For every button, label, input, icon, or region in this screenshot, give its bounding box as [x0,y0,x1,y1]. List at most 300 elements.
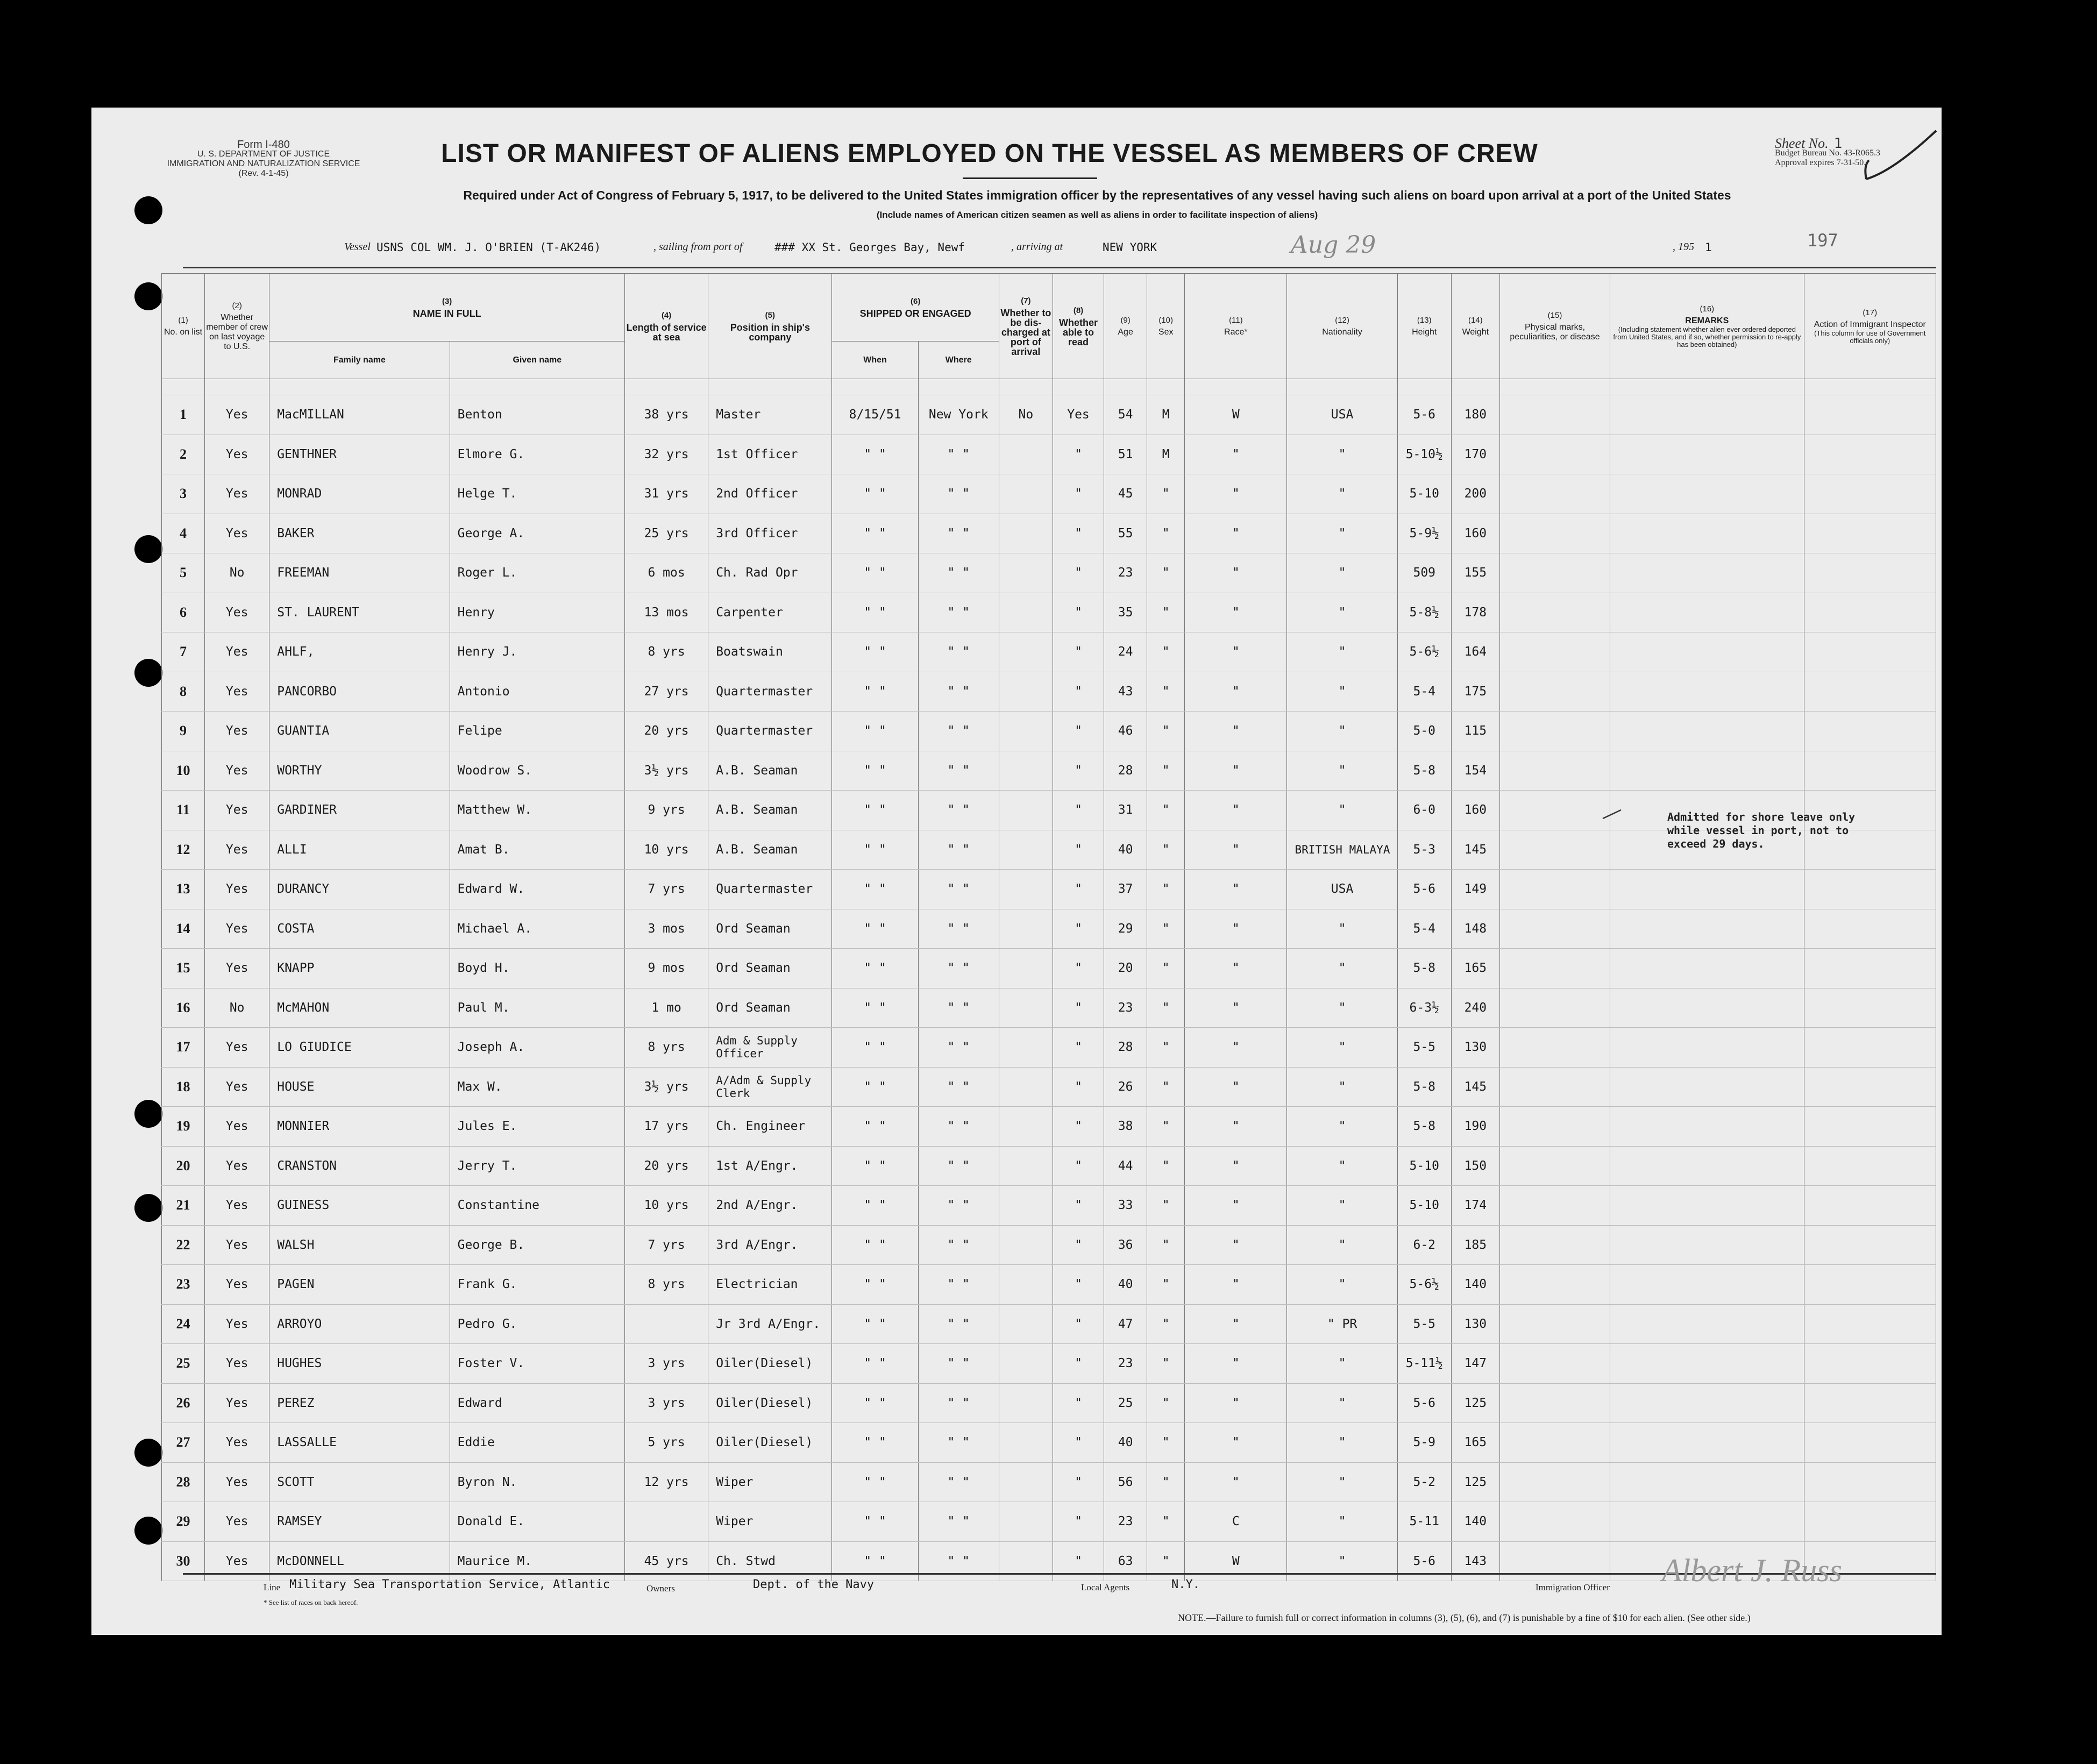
physical-marks-cell [1499,1383,1610,1423]
sex-cell: M [1147,395,1185,435]
given-name-cell: George A. [450,514,624,553]
able-to-read-cell: Yes [1053,395,1104,435]
position-cell: Electrician [708,1265,832,1305]
discharged-cell [999,672,1053,712]
family-name-cell: KNAPP [269,949,450,988]
physical-marks-cell [1499,909,1610,949]
able-to-read-cell: " [1053,791,1104,830]
table-row [162,1067,1936,1107]
remarks-cell [1610,1383,1804,1423]
physical-marks-cell [1499,1304,1610,1344]
height-cell: 5-6 [1397,870,1451,909]
height-cell: 5-11 [1397,1502,1451,1542]
weight-cell: 145 [1451,830,1499,870]
age-cell: 31 [1104,791,1147,830]
given-name-cell: Max W. [450,1067,624,1107]
age-cell: 44 [1104,1146,1147,1186]
race-cell: " [1185,474,1287,514]
sex-cell: " [1147,593,1185,632]
height-cell: 5-10 [1397,474,1451,514]
discharged-cell [999,1265,1053,1305]
row-number-cell: 24 [162,1304,205,1344]
length-of-service-cell: 27 yrs [625,672,708,712]
able-to-read-cell: " [1053,1462,1104,1502]
inspector-action-cell [1804,949,1936,988]
shipped-when-cell: " " [832,1502,918,1542]
inspector-action-cell [1804,1146,1936,1186]
col-header-physical-marks: (15) Physical marks, peculiarities, or disease [1499,274,1610,379]
nationality-cell: USA [1287,395,1397,435]
physical-marks-cell [1499,593,1610,632]
physical-marks-cell [1499,830,1610,870]
revision: (Rev. 4-1-45) [238,169,289,178]
shipped-when-cell: " " [832,830,918,870]
sex-cell: " [1147,1028,1185,1068]
prev-voyage-cell: Yes [205,949,269,988]
race-cell: " [1185,1146,1287,1186]
length-of-service-cell: 6 mos [625,553,708,593]
shipped-when-cell: " " [832,593,918,632]
row-number-cell: 7 [162,632,205,672]
able-to-read-cell: " [1053,1383,1104,1423]
able-to-read-cell: " [1053,1225,1104,1265]
col-header-no: (1) No. on list [162,274,205,379]
inspector-action-cell [1804,1423,1936,1463]
inspector-action-cell [1804,1502,1936,1542]
discharged-cell [999,1107,1053,1147]
nationality-cell: " PR [1287,1304,1397,1344]
physical-marks-cell [1499,1423,1610,1463]
position-cell: 2nd Officer [708,474,832,514]
position-cell: Oiler(Diesel) [708,1423,832,1463]
race-cell: " [1185,435,1287,474]
age-cell: 37 [1104,870,1147,909]
prev-voyage-cell: No [205,988,269,1028]
family-name-cell: GARDINER [269,791,450,830]
shipped-where-cell: " " [918,435,999,474]
shipped-where-cell: " " [918,1146,999,1186]
table-row [162,949,1936,988]
vessel-label: Vessel [344,241,371,253]
length-of-service-cell: 9 yrs [625,791,708,830]
col-header-height: (13) Height [1397,274,1451,379]
discharged-cell [999,1383,1053,1423]
race-cell: " [1185,1304,1287,1344]
shipped-where-cell: " " [918,909,999,949]
shipped-when-cell: " " [832,1462,918,1502]
able-to-read-cell: " [1053,435,1104,474]
age-cell: 23 [1104,1344,1147,1384]
physical-marks-cell [1499,1541,1610,1581]
able-to-read-cell: " [1053,909,1104,949]
weight-cell: 155 [1451,553,1499,593]
sex-cell: " [1147,751,1185,791]
height-cell: 6-3½ [1397,988,1451,1028]
weight-cell: 149 [1451,870,1499,909]
race-cell: " [1185,1383,1287,1423]
year-prefix: , 195 [1673,241,1694,253]
shipped-where-cell: " " [918,988,999,1028]
physical-marks-cell [1499,435,1610,474]
remarks-cell [1610,514,1804,553]
remarks-cell [1610,474,1804,514]
given-name-cell: Roger L. [450,553,624,593]
remarks-cell [1610,672,1804,712]
nationality-cell: " [1287,593,1397,632]
sex-cell: " [1147,632,1185,672]
shipped-where-cell: " " [918,712,999,751]
family-name-cell: WALSH [269,1225,450,1265]
family-name-cell: DURANCY [269,870,450,909]
shipped-when-cell: " " [832,553,918,593]
position-cell: Wiper [708,1502,832,1542]
length-of-service-cell: 3½ yrs [625,751,708,791]
inspector-action-cell [1804,435,1936,474]
length-of-service-cell: 5 yrs [625,1423,708,1463]
weight-cell: 164 [1451,632,1499,672]
punch-hole [134,1100,162,1128]
form-identifier [156,140,371,179]
given-name-cell: Frank G. [450,1265,624,1305]
remarks-cell [1610,1462,1804,1502]
sex-cell: " [1147,1462,1185,1502]
race-cell: " [1185,593,1287,632]
height-cell: 5-10½ [1397,435,1451,474]
row-number-cell: 11 [162,791,205,830]
shipped-where-cell: " " [918,751,999,791]
shipped-when-cell: " " [832,1107,918,1147]
inspector-action-cell [1804,1067,1936,1107]
given-name-cell: Maurice M. [450,1541,624,1581]
races-note: * See list of races on back hereof. [264,1598,358,1606]
row-number-cell: 28 [162,1462,205,1502]
length-of-service-cell: 8 yrs [625,1028,708,1068]
sex-cell: " [1147,1541,1185,1581]
height-cell: 5-11½ [1397,1344,1451,1384]
able-to-read-cell: " [1053,1423,1104,1463]
weight-cell: 125 [1451,1462,1499,1502]
physical-marks-cell [1499,672,1610,712]
col-header-discharged: (7) Whether to be dis-charged at port of arrival [999,274,1053,379]
arriving-label: , arriving at [1011,241,1063,253]
position-cell: Ch. Stwd [708,1541,832,1581]
discharged-cell [999,1502,1053,1542]
sex-cell: " [1147,1423,1185,1463]
discharged-cell [999,751,1053,791]
race-cell: " [1185,1067,1287,1107]
age-cell: 47 [1104,1304,1147,1344]
height-cell: 5-10 [1397,1146,1451,1186]
given-name-cell: Woodrow S. [450,751,624,791]
penalty-note: NOTE.—Failure to furnish full or correct information in columns (3), (5), (6), and (7) is punishable by a fine of $10 for each alien. (See other side.) [1178,1612,1751,1623]
family-name-cell: FREEMAN [269,553,450,593]
prev-voyage-cell: Yes [205,1462,269,1502]
position-cell: Ord Seaman [708,949,832,988]
row-number-cell: 23 [162,1265,205,1305]
nationality-cell: " [1287,949,1397,988]
position-cell: A/Adm & Supply Clerk [708,1067,832,1107]
discharged-cell [999,553,1053,593]
remarks-cell [1610,949,1804,988]
discharged-cell [999,988,1053,1028]
shipped-when-cell: " " [832,1028,918,1068]
table-row [162,672,1936,712]
able-to-read-cell: " [1053,1028,1104,1068]
weight-cell: 150 [1451,1146,1499,1186]
physical-marks-cell [1499,791,1610,830]
sex-cell: " [1147,712,1185,751]
inspector-action-cell [1804,1265,1936,1305]
race-cell: " [1185,909,1287,949]
header-rule [183,267,1936,268]
family-name-cell: GENTHNER [269,435,450,474]
shipped-where-cell: " " [918,593,999,632]
prev-voyage-cell: Yes [205,1067,269,1107]
age-cell: 23 [1104,988,1147,1028]
given-name-cell: Donald E. [450,1502,624,1542]
table-row [162,909,1936,949]
position-cell: Master [708,395,832,435]
nationality-cell: " [1287,1265,1397,1305]
prev-voyage-cell: Yes [205,751,269,791]
weight-cell: 165 [1451,949,1499,988]
length-of-service-cell: 25 yrs [625,514,708,553]
length-of-service-cell: 20 yrs [625,712,708,751]
table-row [162,1186,1936,1226]
able-to-read-cell: " [1053,988,1104,1028]
weight-cell: 115 [1451,712,1499,751]
height-cell: 5-3 [1397,830,1451,870]
inspector-action-cell [1804,909,1936,949]
height-cell: 5-10 [1397,1186,1451,1226]
remarks-cell [1610,988,1804,1028]
sex-cell: " [1147,1265,1185,1305]
remark-row-12: Admitted for shore leave only while vessel in port, not to exceed 29 days. [1667,810,1856,850]
position-cell: Ch. Engineer [708,1107,832,1147]
row-number-cell: 10 [162,751,205,791]
shipped-where-cell: " " [918,1502,999,1542]
position-cell: A.B. Seaman [708,751,832,791]
nationality-cell: USA [1287,870,1397,909]
table-row [162,632,1936,672]
shipped-when-cell: " " [832,1146,918,1186]
row-number-cell: 8 [162,672,205,712]
given-name-cell: Edward W. [450,870,624,909]
crew-table [161,273,1936,1581]
sex-cell: " [1147,1186,1185,1226]
physical-marks-cell [1499,1344,1610,1384]
able-to-read-cell: " [1053,593,1104,632]
position-cell: Carpenter [708,593,832,632]
table-row [162,1383,1936,1423]
race-cell: " [1185,632,1287,672]
height-cell: 5-6 [1397,1541,1451,1581]
table-row [162,514,1936,553]
approval-expiry: Approval expires 7-31-50. [1775,158,1866,167]
agents-label: Local Agents [1081,1582,1130,1592]
col-header-when: When [832,342,918,379]
shipped-when-cell: " " [832,870,918,909]
race-cell: W [1185,1541,1287,1581]
race-cell: C [1185,1502,1287,1542]
nationality-cell: " [1287,1541,1397,1581]
able-to-read-cell: " [1053,553,1104,593]
given-name-cell: Felipe [450,712,624,751]
shipped-where-cell: " " [918,1028,999,1068]
length-of-service-cell: 7 yrs [625,1225,708,1265]
able-to-read-cell: " [1053,1541,1104,1581]
nationality-cell: " [1287,1225,1397,1265]
able-to-read-cell: " [1053,712,1104,751]
age-cell: 28 [1104,1028,1147,1068]
sex-cell: " [1147,988,1185,1028]
shipped-when-cell: " " [832,514,918,553]
position-cell: Oiler(Diesel) [708,1344,832,1384]
family-name-cell: SCOTT [269,1462,450,1502]
able-to-read-cell: " [1053,474,1104,514]
nationality-cell: BRITISH MALAYA [1287,830,1397,870]
discharged-cell [999,1423,1053,1463]
shipped-where-cell: " " [918,1383,999,1423]
remarks-cell [1610,1067,1804,1107]
remarks-cell [1610,909,1804,949]
inspector-action-cell [1804,712,1936,751]
discharged-cell [999,1344,1053,1384]
table-row [162,712,1936,751]
length-of-service-cell: 31 yrs [625,474,708,514]
row-number-cell: 17 [162,1028,205,1068]
shipped-when-cell: " " [832,909,918,949]
race-cell: " [1185,988,1287,1028]
punch-hole [134,282,162,310]
able-to-read-cell: " [1053,632,1104,672]
length-of-service-cell: 13 mos [625,593,708,632]
height-cell: 5-5 [1397,1304,1451,1344]
remarks-cell [1610,1344,1804,1384]
prev-voyage-cell: Yes [205,1304,269,1344]
remarks-cell [1610,751,1804,791]
weight-cell: 140 [1451,1265,1499,1305]
race-cell: " [1185,712,1287,751]
remarks-cell [1610,1146,1804,1186]
shipped-when-cell: " " [832,1344,918,1384]
row-number-cell: 19 [162,1107,205,1147]
inspector-action-cell [1804,1462,1936,1502]
sex-cell: " [1147,1067,1185,1107]
subtitle: Required under Act of Congress of February 5, 1917, to be delivered to the United States immigration officer by the representatives of any vessel having such aliens on board upon arrival at a port of the United States [463,188,1731,202]
able-to-read-cell: " [1053,672,1104,712]
remarks-cell [1610,1304,1804,1344]
table-row [162,751,1936,791]
age-cell: 26 [1104,1067,1147,1107]
shipped-when-cell: " " [832,712,918,751]
physical-marks-cell [1499,632,1610,672]
weight-cell: 170 [1451,435,1499,474]
family-name-cell: COSTA [269,909,450,949]
race-cell: " [1185,830,1287,870]
table-row [162,435,1936,474]
race-cell: " [1185,553,1287,593]
form-number: Form I-480 [237,139,290,151]
year-suffix: 1 [1705,241,1712,254]
race-cell: W [1185,395,1287,435]
sex-cell: " [1147,1383,1185,1423]
table-row [162,870,1936,909]
nationality-cell: " [1287,712,1397,751]
arriving-port: NEW YORK [1103,241,1157,254]
age-cell: 29 [1104,909,1147,949]
inspector-action-cell [1804,553,1936,593]
table-row [162,1304,1936,1344]
nationality-cell: " [1287,1186,1397,1226]
prev-voyage-cell: Yes [205,712,269,751]
nationality-cell: " [1287,1344,1397,1384]
shipped-where-cell: " " [918,1462,999,1502]
nationality-cell: " [1287,1383,1397,1423]
physical-marks-cell [1499,870,1610,909]
position-cell: Ch. Rad Opr [708,553,832,593]
shipped-where-cell: " " [918,1067,999,1107]
nationality-cell: " [1287,553,1397,593]
length-of-service-cell: 3 yrs [625,1344,708,1384]
sex-cell: " [1147,474,1185,514]
physical-marks-cell [1499,395,1610,435]
department: U. S. DEPARTMENT OF JUSTICE [197,150,330,159]
shipped-where-cell: " " [918,870,999,909]
discharged-cell: No [999,395,1053,435]
height-cell: 5-9½ [1397,514,1451,553]
remarks-cell [1610,632,1804,672]
height-cell: 5-8 [1397,1067,1451,1107]
table-row [162,1462,1936,1502]
physical-marks-cell [1499,474,1610,514]
shipped-when-cell: " " [832,1541,918,1581]
shipped-where-cell: " " [918,1344,999,1384]
inspector-action-cell [1804,474,1936,514]
check-mark-icon [1861,128,1942,187]
shipped-when-cell: " " [832,474,918,514]
prev-voyage-cell: Yes [205,1265,269,1305]
length-of-service-cell: 20 yrs [625,1146,708,1186]
height-cell: 5-0 [1397,712,1451,751]
line-value: Military Sea Transportation Service, Atlantic [289,1578,610,1591]
remarks-cell [1610,593,1804,632]
sex-cell: " [1147,1304,1185,1344]
row-number-cell: 4 [162,514,205,553]
given-name-cell: Constantine [450,1186,624,1226]
inspector-action-cell [1804,514,1936,553]
position-cell: A.B. Seaman [708,791,832,830]
shipped-where-cell: " " [918,1304,999,1344]
position-cell: Quartermaster [708,672,832,712]
position-cell: 3rd A/Engr. [708,1225,832,1265]
length-of-service-cell: 8 yrs [625,632,708,672]
nationality-cell: " [1287,672,1397,712]
remarks-cell [1610,1502,1804,1542]
crew-table-body [162,379,1936,1581]
row-number-cell: 27 [162,1423,205,1463]
nationality-cell: " [1287,988,1397,1028]
height-cell: 5-6 [1397,395,1451,435]
length-of-service-cell: 12 yrs [625,1462,708,1502]
shipped-where-cell: " " [918,1541,999,1581]
row-number-cell: 14 [162,909,205,949]
weight-cell: 130 [1451,1304,1499,1344]
race-cell: " [1185,1423,1287,1463]
table-row [162,1225,1936,1265]
remarks-cell [1610,395,1804,435]
inspector-action-cell [1804,1186,1936,1226]
